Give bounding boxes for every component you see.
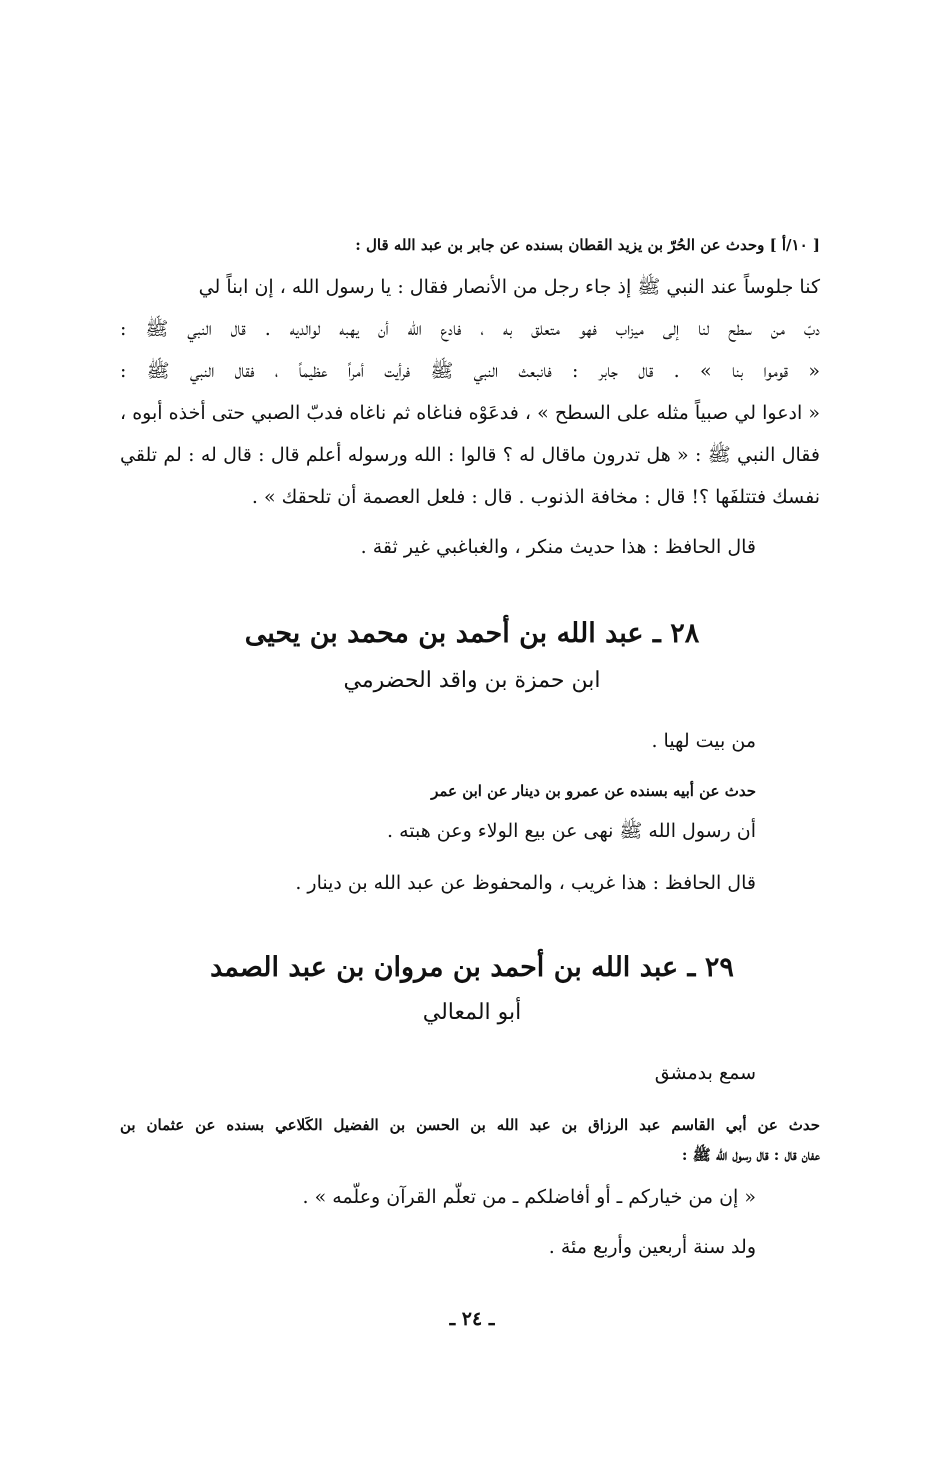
hadith-line-2: دبّ من سطح لنا إلى ميزاب فهو متعلق به ، فادع الله أن يهبه لوالديه . قال النبي ﷺ : xyxy=(120,318,820,340)
birth-note: ولد سنة أربعين وأربع مئة . xyxy=(548,1236,756,1258)
hadith-text: « إن من خياركم ـ أو أفاضلكم ـ من تعلّم القرآن وعلّمه » . xyxy=(302,1186,756,1208)
isnad-line-1: حدث عن أبي القاسم عبد الرزاق بن عبد الله بن الحسن بن الفضيل الكَلاعي بسنده عن عثمان بن xyxy=(120,1116,820,1134)
entry-subtitle: ابن حمزة بن واقد الحضرمي xyxy=(343,668,601,693)
hafiz-note: قال الحافظ : هذا حديث منكر ، والغباغبي غير ثقة . xyxy=(360,536,756,558)
hadith-line-6: نفسك فتتلفَها ؟! قال : مخافة الذنوب . قال : فلعل العصمة أن تلحقك » . xyxy=(251,486,820,508)
hadith-line-3: « قوموا بنا » . قال جابر : فانبعث النبي ﷺ فرأيت أمراً عظيماً ، فقال النبي ﷺ : xyxy=(120,360,820,382)
hadith-line-5: فقال النبي ﷺ : « هل تدرون ماقال له ؟ قالوا : الله ورسوله أعلم قال : قال له : لم تلقي xyxy=(120,444,820,466)
isnad-line: [ ١٠/أ ] وحدث عن الحُرّ بن يزيد القطان بسنده عن جابر بن عبد الله قال : xyxy=(355,236,820,254)
page-number: ـ ٢٤ ـ xyxy=(449,1308,495,1330)
entry-subtitle: أبو المعالي xyxy=(422,1000,522,1025)
hadith-text: أن رسول الله ﷺ نهى عن بيع الولاء وعن هبته . xyxy=(387,820,756,842)
entry-title: ٢٩ ـ عبد الله بن أحمد بن مروان بن عبد الصمد xyxy=(210,952,734,983)
hadith-line-4: « ادعوا لي صبياً مثله على السطح » ، فدعَوْه فناغاه ثم ناغاه فدبّ الصبي حتى أخذه أبوه ، xyxy=(120,402,820,424)
hafiz-note: قال الحافظ : هذا غريب ، والمحفوظ عن عبد الله بن دينار . xyxy=(295,872,756,894)
hadith-line-1: كنا جلوساً عند النبي ﷺ إذ جاء رجل من الأنصار فقال : يا رسول الله ، إن ابناً لي xyxy=(198,276,820,298)
entry-origin: من بيت لهيا . xyxy=(651,730,756,752)
entry-title: ٢٨ ـ عبد الله بن أحمد بن محمد بن يحيى xyxy=(244,618,700,649)
entry-origin: سمع بدمشق xyxy=(654,1062,756,1084)
isnad-line-2: عفان قال : قال رسول الله ﷺ : xyxy=(681,1146,820,1164)
isnad-line: حدث عن أبيه بسنده عن عمرو بن دينار عن ابن عمر xyxy=(431,782,756,800)
